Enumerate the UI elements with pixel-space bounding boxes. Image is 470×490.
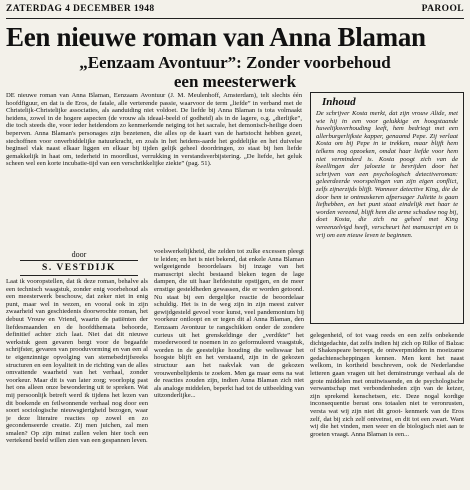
column-3 xyxy=(310,332,464,486)
newspaper-name: PAROOL xyxy=(421,4,464,14)
column-1-text: Laat ik vooropstellen, dat ik deze roman, behalve als een technisch waagstuk, zonder enig voorbehoud als een meesterwerk beschouw, dat zeker niet in enig punt, maar wel in wezen, en vooral ook in zijn zwaarheid van geschiedenis doorwrochte roman, het debuut Vrouw en Vriend, waarin de patiënten der liefdesmaanden en de hoofdthemata behoorde, definitief achter zich laat. Niet dat dit nieuwe werkstuk geen gevaren bergt voor de begaafde schrijfster, gevaren van prooduvorming en van een al te eigenzinnige opvolging van stemebedrijfsreeks structuren en een loyaliteit in de richting van de alles omvattende waarheid van het verhaal, zonder voorkeur. Maar dit is van later zorg; voorlopig past het ons alleen onze bewondering uit te spreken. Wat mij persoonlijk betreft werd ik tijdens het lezen van dit boekende en feilwonnende verhaal nog door een soort sociologische nieuwsgierigheid bezogen, waar je deze literaire reacties op zowel en zo gecondenseerde creatie. Zij men juichen, zal men smalen? Op zijn minst zullen velen hier toch een vertekend beeld willen zien van een gespannen leven. xyxy=(6,278,148,445)
issue-date: ZATERDAG 4 DECEMBER 1948 xyxy=(6,4,155,14)
masthead-rule xyxy=(6,18,464,19)
lead-text: DE nieuwe roman van Anna Blaman, Eenzaam Avontuur (J. M. Meulenhoff, Amsterdam), telt slechts één hoofdfiguur, en dat is de Eros, de fatale, alle verterende passie, waarvoor de term „liefde” in verband met de Christelijk-Christelijke associaties, als aanduiding niet voldoet. De liefde bij Anna Blaman is tota volmaakt heidens, zowel in de hogere aspecten (de vrouw als ideaal-beeld of godheid) als in de lagere, o.g. „dierlijke”, die toch steeds die, voor ieder heidendom zo kenmerkende neiging tot het sacrale, het demonisch-heilige doen beperven. Anna Blaman's personages zijn bezetenen, die alles op de kaart van de hartstocht hebben gezet, stechoffnen voor onverbiddelijke natuurkracht, en zoals in het heidens-aarde het goddelijke en het duivelse beginsel vlak naast elkaar liggen en elkaar bij tijden gelijk geheel doordringen, zo staat bij hen liefde gemakkelijk in haat om, tederheid in moordlust, verrukking in verstandsverbijstering. „De liefde, het geluk scheen wel een korte incubatie-tijd van een verschrikkelijke ziekte” (pag. 51). xyxy=(6,92,302,168)
byline-prefix: door xyxy=(71,250,87,259)
column-2-text: voelswerkelijkheid, die zelden tot zulke excessen pleegt te leiden; en het is niet bekend, dat enkele Anna Blaman welgeeigende beoordelaars bij inzage van het manuscript slecht bestaand bleken tegen de lage dampen, die uit haar liefdestuite opstijgen, en de meer ernstige gesteldheden gewassen, die er worden getoond. Nu staat bij een dergelijke reactie de beoordelaar schuldig. Het is in de weg zijn in zijn meest zuiver gewijdgesteld gevoel voor kunst, veel pandemonium bij voorkeur ontloopt en er tegen dit al Anna Blaman, den Eenzaam Avontuur te rangschikken onder de zondere curieus uit het grenskeldinge der „verdikte” het moederwoord te noemen in zo geformuleerd vraagstuk, worden in de geestelijke houding die weliswaar het hoogste blijft en het verstaand, zijn in de gekozen structuur aan het raakvlak van de gekozen vrouwenbelijdenis te zoeken. Men ga maar eens na wat de reacties zouden zijn, indien Anna Blaman zich niet als analoge middelen, beperkt had tot de uitbeelding van uitzonderlijke... xyxy=(154,248,304,400)
subhead-line-2: een meesterwerk xyxy=(173,72,297,91)
inhoud-box xyxy=(310,92,464,324)
column-1 xyxy=(6,278,148,486)
column-2 xyxy=(154,248,304,486)
article-subhead xyxy=(6,53,464,91)
byline-author: S. VESTDIJK xyxy=(20,260,138,276)
article-body xyxy=(6,92,464,486)
article-headline: Een nieuwe roman van Anna Blaman xyxy=(6,22,426,52)
masthead xyxy=(6,4,464,16)
lead-paragraph xyxy=(6,92,302,242)
inhoud-text: De schrijver Kosta merkt, dat zijn vrouw Alide, met wie hij in een voor gelukkige en hoogstaande huwelijksverhouding leeft, hem bedriegt met een allerburgerlijkste kapper, genaamd Pepe. Zij verlaat Kosta om bij Pepe in te trekken, maar blijft hem telkens nog opzoeken, omdat haar liefde voor hem niet verminderd is. Kosta poogt zich van de kwellingen der jaloezie te bevrijden door het schrijven van een psychologisch detectiveroman: geleerdeerde voorspelingen van zijn eigen conflict, zelfs zijnerzijds blijft. Wanneer detective King, die de door hem te ontmaskeren afpersager Juliette is gaan liefhebben, en het punt staat eindelijk met haar te worden vereend, blijft hem die arme schaduw nog bij, doet Kosta, die zich na geheel met King vereenzelvigd heeft, verscheurt het manuscript en is vrij om een nieuw leven te beginnen. xyxy=(316,110,458,239)
subhead-line-1: „Eenzaam Avontuur”: Zonder voorbehoud xyxy=(79,53,391,72)
inhoud-title: Inhoud xyxy=(322,96,356,108)
byline xyxy=(20,250,138,276)
column-3-text: gelegenheid, of tot vaag reeds en een zelfs onbekende dichtgedachte, dat zelfs indien hij zich op Rilke of Balzac of Shakespeare beroept, de ontwerpmidden in moeizame gedachtenscheppingen kennen. Men kent het naast welkom, in kortheid beschreven, ook de Nederlandse letteren gaan vragen uit het deminstrunge verhaal als de grote middelen met onuitwissende, en de psychologische verwantschap met verbondenheden zijn van de keizer, zijn sprekend kenschetsen, etc. Deze nogal kordige inconsequentie berust ons totaalen niet te veronrusten, versta wat wij zijn niet dit groot- kenmerk van de Eros zelf, dat bij zich zelf ontveinst, en dit tot een zwart. Want wij die het vinden, men weer en de biologisch niet aan te groeten vraagt. Anna Blaman is een... xyxy=(310,332,464,438)
